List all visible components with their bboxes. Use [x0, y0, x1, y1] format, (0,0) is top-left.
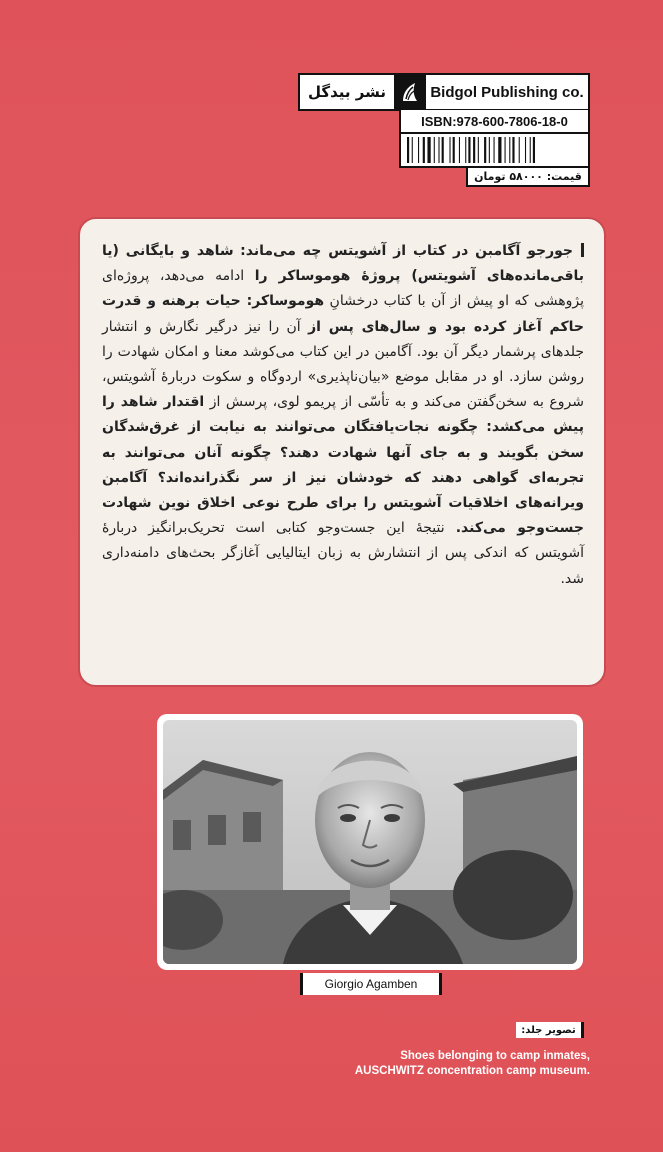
cover-credit-line: AUSCHWITZ concentration camp museum. [354, 1065, 590, 1077]
barcode-bar [505, 137, 506, 163]
blurb-line: نیابت از غرق‌شدگان سخن بگویند و به جای آنها شهادت دهند؟ [102, 419, 585, 461]
barcode-bar [418, 137, 419, 163]
barcode-bar [498, 137, 501, 163]
blurb-line: آغازگر بحث‌های دامنه‌داری شد. [102, 545, 584, 587]
price-label: قیمت: ۵۸۰۰۰ تومان [466, 168, 590, 187]
blurb-line: او در مقابل موضع «بیان‌ناپذیری» اردوگاه و سکوت دربارهٔ آشویتس، [102, 369, 504, 386]
barcode-bar [519, 137, 520, 163]
barcode-bar [473, 137, 475, 163]
blurb-line: آن را نیز درگیر نگارش و انتشار جلدهای پرشمار دیگر آن بود. [102, 318, 585, 360]
blurb-line: اقتدار شاهد را پیش می‌کشد: چگونه نجات‌یافتگان می‌توانند به [102, 394, 585, 436]
isbn-label: ISBN:978-600-7806-18-0 [399, 110, 590, 134]
blurb-line: چگونه آنان می‌توانند به تجربه‌ای گواهی دهند که خودشان [102, 444, 584, 486]
cover-credit-line: Shoes belonging to camp inmates, [400, 1050, 590, 1062]
barcode-bar [434, 137, 435, 163]
blurb-line: آشویتس که اندکی پس از انتشارش به زبان ایتالیایی [265, 545, 585, 562]
barcode-bar [427, 137, 430, 163]
author-photo-frame [157, 714, 583, 970]
cover-credit-text [300, 1049, 590, 1079]
publisher-box [298, 73, 590, 111]
barcode [399, 134, 590, 168]
barcode-bar [468, 137, 470, 163]
author-photo [163, 720, 577, 964]
barcode-bar [407, 137, 409, 163]
publisher-name-en: Bidgol Publishing co. [430, 83, 584, 101]
barcode-bar [459, 137, 460, 163]
blurb-line: شروع به سخن‌گفتن می‌کند و به تأسّی از پریمو لوی، پرسش از [209, 394, 584, 411]
barcode-bar [412, 137, 413, 163]
barcode-bar [525, 137, 526, 163]
publisher-name-fa: نشر بیدگل [308, 83, 386, 101]
paragraph-marker [581, 243, 584, 257]
barcode-bar [453, 137, 455, 163]
barcode-bar [438, 137, 439, 163]
blurb-line: ادامه می‌دهد، پروژه‌ای پژوهشی که او پیش از آن با کتاب درخشانِ [102, 268, 584, 310]
barcode-bar [484, 137, 486, 163]
blurb-line: جورجو آگامبن در کتاب از آشویتس چه می‌ماند: [240, 243, 573, 259]
barcode-bar [465, 137, 466, 163]
barcode-bar [423, 137, 425, 163]
barcode-bar [512, 137, 514, 163]
barcode-bar [530, 137, 531, 163]
barcode-bar [449, 137, 450, 163]
photo-caption: Giorgio Agamben [300, 973, 442, 995]
barcode-bar [509, 137, 510, 163]
blurb-text [102, 239, 584, 592]
barcode-bar [494, 137, 495, 163]
barcode-bar [533, 137, 535, 163]
blurb-line: نتیجهٔ این جست‌وجو کتابی است تحریک‌برانگیز دربارهٔ [102, 520, 445, 537]
blurb-line: برای طرح نوعی اخلاق نوین شهادت جست‌وجو می‌کند. [102, 495, 584, 537]
barcode-bar [478, 137, 479, 163]
blurb-line: آگامبن در این کتاب می‌کوشد معنا و امکان شهادت را روشن سازد. [102, 343, 584, 386]
blurb-line: شاهد و بایگانی (یا باقی‌مانده‌های آشویتس) پروژهٔ هوموساکر را [102, 243, 585, 285]
blurb-panel [78, 217, 606, 687]
blurb-line: هوموساکر: حیات برهنه و قدرت حاکم آغاز کرده بود و سال‌های پس از [102, 293, 585, 335]
cover-credit-label: تصویر جلد: [516, 1022, 584, 1038]
bidgol-logo-icon [394, 75, 426, 109]
blurb-line: نیز از سر نگذرانده‌اند؟ آگامبن ویرانه‌های اخلاقیات آشویتس را [102, 469, 584, 512]
barcode-bar [442, 137, 444, 163]
barcode-bar [489, 137, 490, 163]
